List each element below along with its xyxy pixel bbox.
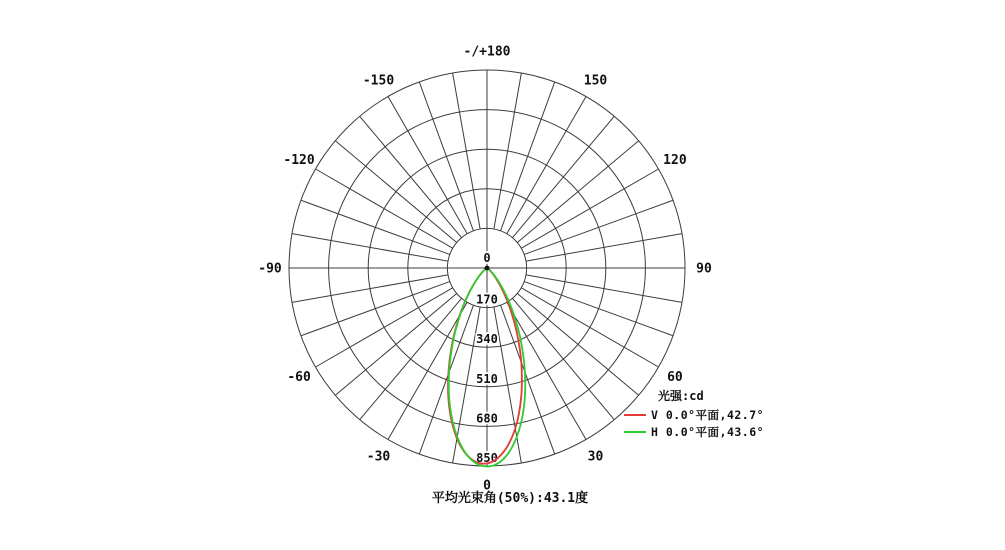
angle-label: 60 [667, 370, 683, 385]
grid-spoke [419, 82, 473, 231]
grid-spoke [419, 305, 473, 454]
grid-spoke [521, 288, 658, 367]
grid-spoke [453, 73, 481, 229]
angle-label: -/+180 [463, 44, 511, 60]
grid-spoke [526, 275, 682, 303]
grid-spoke [360, 116, 462, 237]
ring-label: 340 [476, 332, 498, 347]
grid-spoke [517, 293, 638, 395]
legend-label-v-plane: V 0.0°平面,42.7° [651, 407, 765, 422]
angle-label: 150 [583, 73, 608, 89]
grid-spoke [301, 282, 450, 336]
grid-spoke [292, 275, 448, 303]
ring-label: 680 [476, 411, 498, 426]
grid-spoke [316, 288, 453, 367]
angle-label: -150 [362, 73, 395, 89]
grid-spoke [388, 97, 467, 234]
grid-spoke [316, 169, 453, 248]
grid-spoke [521, 169, 658, 248]
legend-label-h-plane: H 0.0°平面,43.6° [651, 424, 765, 439]
angle-label: -120 [283, 153, 315, 168]
grid-spoke [360, 298, 462, 419]
angle-label: 30 [587, 449, 604, 465]
grid-spoke [388, 302, 467, 439]
ring-label-center: 0 [483, 251, 491, 265]
average-beam-angle-label: 平均光束角(50%):43.1度 [431, 491, 589, 506]
grid-spoke [507, 97, 586, 234]
grid-spoke [512, 116, 614, 237]
angle-label: -90 [258, 261, 282, 277]
ring-label: 850 [476, 451, 498, 465]
grid-spoke [517, 141, 638, 243]
legend-item-h-plane [624, 423, 814, 440]
polar-origin-dot [485, 266, 490, 271]
grid-spoke [524, 200, 673, 254]
ring-label: 170 [476, 292, 498, 307]
grid-spoke [292, 234, 448, 262]
angle-label: 120 [663, 153, 687, 168]
angle-label: 90 [696, 261, 712, 277]
legend-swatch-h-line [624, 431, 646, 433]
ring-label: 510 [476, 371, 498, 386]
legend-item-v-plane [624, 406, 814, 423]
grid-spoke [335, 293, 456, 395]
grid-spoke [501, 305, 555, 454]
grid-spoke [494, 73, 522, 229]
grid-spoke [524, 282, 673, 336]
grid-spoke [526, 234, 682, 262]
grid-spoke [335, 141, 456, 243]
grid-spoke [501, 82, 555, 231]
angle-label: -60 [287, 370, 311, 385]
angle-label: 0 [483, 478, 491, 494]
legend-title: 光强:cd [658, 389, 704, 403]
legend [624, 387, 814, 440]
angle-label: -30 [366, 449, 391, 465]
legend-swatch-v-line [624, 414, 646, 416]
grid-spoke [301, 200, 450, 254]
grid-spoke [512, 298, 614, 419]
